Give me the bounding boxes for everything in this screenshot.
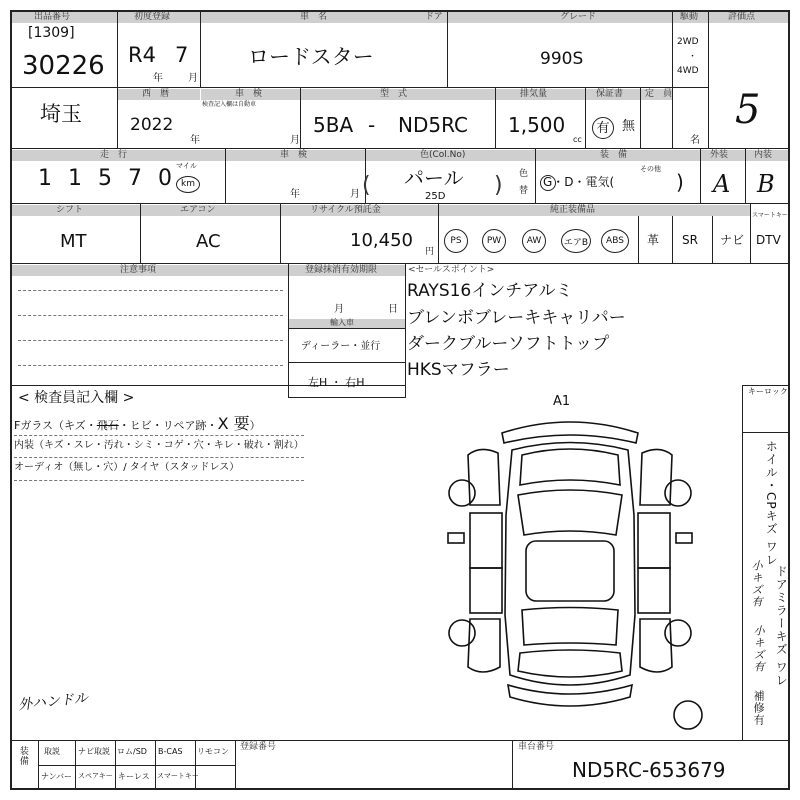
car-body xyxy=(505,443,635,686)
sales-point-3: ダークブルーソフトトップ xyxy=(407,334,610,354)
equipment-label: 装 備 xyxy=(600,150,628,160)
car-name: ロードスター xyxy=(248,45,374,69)
recycle-unit: 円 xyxy=(425,247,435,257)
color-label: 色(Col.No) xyxy=(420,150,466,160)
right-rear-quarter xyxy=(638,568,670,613)
import-handle: 左H ・ 右H xyxy=(308,376,365,389)
option-sr: SR xyxy=(682,233,698,247)
sales-point-4: HKSマフラー xyxy=(407,360,510,380)
option-ps: PS xyxy=(444,229,468,253)
year-unit: 年 xyxy=(190,135,200,146)
capacity-unit: 名 xyxy=(690,135,700,146)
warranty-yes: 有 xyxy=(592,117,614,139)
footer-equip-label: 装備 xyxy=(17,746,28,766)
color-code: 25D xyxy=(425,191,446,202)
ac-label: エアコン xyxy=(180,205,216,215)
mileage-digit: 1 xyxy=(68,166,82,191)
right-mirror xyxy=(676,533,692,543)
lot-label: 出品番号 xyxy=(34,12,71,22)
recycle-label: リサイクル預託金 xyxy=(310,205,381,215)
door-label: ドア xyxy=(425,12,443,22)
reg-expiry-label: 登録抹消有効期限 xyxy=(305,265,378,275)
import-label: 輸入車 xyxy=(330,318,354,327)
inspection-label-2: 車 検 xyxy=(280,150,308,160)
inspector-line-1-mark: X 要 xyxy=(217,414,250,433)
inspector-line-1-strike: 飛石 xyxy=(96,419,119,432)
drive-2wd: 2WD xyxy=(677,37,699,47)
region: 埼玉 xyxy=(40,102,82,126)
inspector-line-1-suffix: ・ヒビ・リペア跡・ xyxy=(118,419,218,432)
reg-no-label: 登録番号 xyxy=(240,742,277,752)
equipment-close: ) xyxy=(676,170,684,194)
ac: AC xyxy=(196,231,221,252)
key-lock-label: キーロック xyxy=(748,387,788,396)
car-diagram xyxy=(430,405,710,735)
trunk xyxy=(518,650,622,677)
reg-month: 月 xyxy=(334,304,344,315)
displacement-label: 排気量 xyxy=(520,89,548,99)
right-front-fender xyxy=(640,449,672,505)
sales-point-1: RAYS16インチアルミ xyxy=(407,281,573,301)
shift-label: シフト xyxy=(56,205,84,215)
model-prefix: 5BA xyxy=(313,113,354,137)
first-reg-label: 初度登録 xyxy=(134,12,171,22)
left-rear-quarter xyxy=(470,568,502,613)
side-note-mirror: ドアミラーキズ ワレ xyxy=(774,565,789,687)
option-airbag: エアB xyxy=(561,229,591,253)
model-sep: - xyxy=(368,113,376,137)
warranty-no: 無 xyxy=(622,119,636,134)
ext-grade: A xyxy=(713,170,731,198)
grade: 990S xyxy=(540,49,584,69)
notes-label: 注意事項 xyxy=(120,265,157,275)
option-smart-key: スマートキー xyxy=(752,212,788,219)
footer-navi-manual: ナビ取説 xyxy=(78,747,110,756)
inspection-year-unit: 年 xyxy=(290,189,300,200)
score-label: 評価点 xyxy=(728,12,756,22)
model-code: ND5RC xyxy=(398,113,468,137)
equipment-other: その他 xyxy=(640,165,661,173)
model-label: 型 式 xyxy=(380,89,408,99)
left-rear-wheel xyxy=(449,620,475,646)
inspection-month-unit: 月 xyxy=(350,189,360,200)
car-name-label: 車 名 xyxy=(300,12,328,22)
mileage-digit: 0 xyxy=(158,166,172,191)
footer-bcas: B-CAS xyxy=(158,747,183,756)
footer-number: ナンバー xyxy=(41,772,73,781)
import-dealer: ディーラー・並行 xyxy=(301,341,381,352)
mileage-digit: 1 xyxy=(38,166,52,191)
right-front-wheel xyxy=(665,480,691,506)
footer-keyless: キーレス xyxy=(118,772,150,781)
footer-manual: 取説 xyxy=(44,747,60,756)
side-note-hand-a: 小キズ有 xyxy=(750,560,764,608)
mileage-label: 走 行 xyxy=(100,150,128,160)
inspection-label: 車 検 xyxy=(235,89,263,99)
option-leather: 革 xyxy=(647,233,660,247)
color-change-label-1: 色 xyxy=(519,169,529,179)
side-note-wheel: ホイル・CPキズ ワレ xyxy=(764,440,779,567)
mileage-unit-mile: マイル xyxy=(176,162,197,170)
left-mirror xyxy=(448,533,464,543)
inspector-line-1-close: ） xyxy=(249,419,261,432)
footer-remote: リモコン xyxy=(197,747,229,756)
sales-point-2: ブレンボブレーキキャリパー xyxy=(407,308,626,328)
lot-code: [1309] xyxy=(28,25,75,41)
displacement: 1,500 xyxy=(508,113,566,137)
bonnet xyxy=(520,449,620,485)
drive-4wd: 4WD xyxy=(677,66,699,76)
recycle-value: 10,450 xyxy=(350,230,413,251)
mileage-unit-km: km xyxy=(176,176,200,193)
inspector-title: < 検査員記入欄 > xyxy=(18,390,135,406)
inspector-line-1 xyxy=(14,416,261,432)
right-front-door xyxy=(638,513,670,568)
rear-deck xyxy=(522,608,618,646)
capacity-label: 定 員 xyxy=(645,89,673,99)
equipment-text: G・D・電気( xyxy=(543,175,615,189)
year: 2022 xyxy=(130,115,174,135)
month-unit: 月 xyxy=(290,135,300,146)
side-note-hand-c: 補修有 xyxy=(752,690,766,726)
option-abs: ABS xyxy=(601,229,629,253)
inspection-note: 検査記入欄は自動車 xyxy=(202,101,257,108)
left-front-fender xyxy=(468,449,500,505)
footer-smart-key: スマートキー xyxy=(157,772,199,780)
ext-label: 外装 xyxy=(710,150,729,160)
color-change-label-2: 替 xyxy=(519,186,529,196)
option-aw: AW xyxy=(522,229,546,253)
int-grade: B xyxy=(757,170,775,198)
left-front-door xyxy=(470,513,502,568)
inspector-line-1-prefix: Fガラス（キズ・ xyxy=(14,419,97,432)
roof xyxy=(526,541,614,601)
year-label: 西 暦 xyxy=(142,89,170,99)
first-reg-month: 7 xyxy=(175,43,189,67)
windshield xyxy=(518,490,622,535)
handwritten-outer-handle: 外ハンドル xyxy=(17,690,89,714)
option-dtv: DTV xyxy=(756,233,781,247)
warranty-label: 保証書 xyxy=(596,89,624,99)
score: 5 xyxy=(735,87,761,133)
options-label: 純正装備品 xyxy=(550,205,596,215)
sales-label: <セールスポイント> xyxy=(408,265,495,275)
first-reg-era: R4 xyxy=(128,43,156,67)
side-note-hand-b: 小キズ有 xyxy=(752,625,766,673)
color-name: パール xyxy=(404,166,464,190)
chassis-label: 車台番号 xyxy=(518,742,555,752)
displacement-unit: cc xyxy=(573,135,582,144)
reg-day: 日 xyxy=(388,304,398,315)
footer-rom: ロム/SD xyxy=(117,747,147,756)
drive-label: 駆動 xyxy=(680,12,699,22)
rear-bumper xyxy=(508,685,632,706)
auction-sheet: 出品番号 初度登録 車 名 ドア グレード 駆動 評価点 西 暦 車 検 型 式 排気量 保証書 定 員 走 行 車 検 色(Col.No) 装 備 外装 内装 シフト エアコン リサイクル預託金 純正装備品 注意事項 登録抹消有効期限 輸入車 <セールスポイント> [1309] 30226 R4 7 年 月 ロードスター 990S 2WD ・ 4WD 5 埼玉 検査記入欄は自動車 2022 年 月 5BA - ND5RC 1,500 cc 有 無 名 1 1 5 7 0 マイル km 年 月 ( パール 25D ) 色 替 G・D・電気( その他 ) A B MT AC 10,450 円 PS PW AW エアB ABS 革 SR ナビ DTV スマートキー 月 日 ディーラー・並行 左H ・ 右H RAYS16インチアルミ ブレンボブレーキキャリパー ダークブルーソフトトップ HKSマフラー < 検査員記入欄 > Fガラス（キズ・飛石・ヒビ・リペア跡・X 要） 内装（キズ・スレ・汚れ・シミ・コゲ・穴・キレ・破れ・割れ） オーディオ（無し・穴）/ タイヤ（スタッドレス） 外ハンドル A1 キーロック ホイル・CPキズ ワレ ドアミラーキズ ワレ 小キズ有 小キズ有 補修有 装備 取説 ナビ取説 ロム/SD B-CAS リモコン ナンバー スペアキー キーレス スマートキー 登録番号 車台番号 ND5RC-653679 xyxy=(0,0,800,800)
inspector-line-2: 内装（キズ・スレ・汚れ・シミ・コゲ・穴・キレ・破れ・割れ） xyxy=(14,440,304,451)
front-bumper xyxy=(502,422,638,443)
mileage-digit: 7 xyxy=(128,166,142,191)
lot-number: 30226 xyxy=(22,51,105,81)
left-front-wheel xyxy=(449,480,475,506)
footer-spare-key: スペアキー xyxy=(78,772,113,780)
inspector-line-3: オーディオ（無し・穴）/ タイヤ（スタッドレス） xyxy=(14,462,240,473)
damage-code-a1: A1 xyxy=(553,394,571,409)
option-pw: PW xyxy=(482,229,506,253)
first-reg-year-unit: 年 xyxy=(153,73,163,84)
right-rear-wheel xyxy=(665,620,691,646)
int-label: 内装 xyxy=(754,150,773,160)
shift: MT xyxy=(60,231,87,252)
chassis-number: ND5RC-653679 xyxy=(572,758,726,782)
option-navi: ナビ xyxy=(720,233,745,247)
grade-label: グレード xyxy=(560,12,597,22)
spare-tire xyxy=(674,701,702,729)
first-reg-month-unit: 月 xyxy=(188,73,198,84)
mileage-digit: 5 xyxy=(98,166,112,191)
